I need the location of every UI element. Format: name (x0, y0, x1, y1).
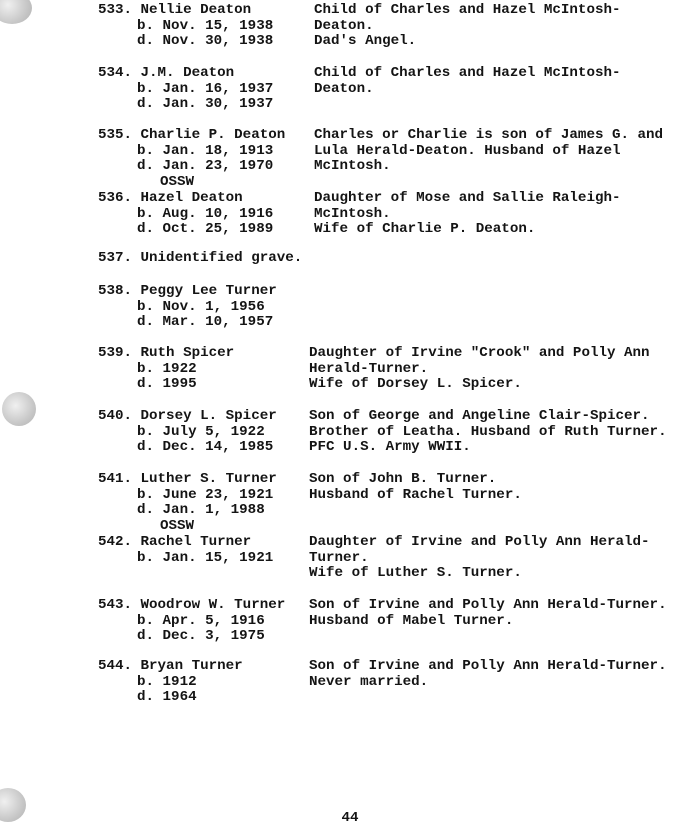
description-line: Deaton. (314, 17, 374, 34)
entry-description (314, 3, 700, 50)
description-line: Husband of Mabel Turner. (309, 612, 514, 629)
description-line: Daughter of Irvine "Crook" and Polly Ann (309, 345, 650, 361)
description-line: McIntosh. (314, 205, 391, 222)
description-line: Dad's Angel. (314, 33, 417, 50)
entry-number: 540. (97, 408, 132, 424)
description-line: Son of Irvine and Polly Ann Herald-Turner. (309, 658, 667, 674)
entry-description (309, 409, 695, 456)
entry-name: Hazel Deaton (140, 190, 243, 206)
death-date: d. Nov. 30, 1938 (137, 33, 274, 50)
entry-number: 535. (97, 127, 132, 143)
description-line: Wife of Dorsey L. Spicer. (309, 376, 522, 393)
birth-date: b. Jan. 15, 1921 (137, 549, 274, 566)
description-line: Turner. (309, 549, 369, 566)
description-line: Charles or Charlie is son of James G. and (314, 127, 664, 143)
entry-description (314, 66, 700, 97)
birth-date: b. 1912 (137, 673, 197, 690)
entry-number: 538. (97, 283, 132, 299)
entry-number: 536. (97, 190, 132, 206)
description-line: Daughter of Irvine and Polly Ann Herald- (309, 534, 650, 550)
entry-name: J.M. Deaton (140, 65, 235, 81)
birth-date: b. Jan. 16, 1937 (137, 80, 274, 97)
description-line: Deaton. (314, 80, 374, 97)
page-number: 44 (341, 810, 359, 826)
death-date: d. 1964 (137, 689, 197, 706)
death-date: d. Jan. 1, 1988 (137, 502, 265, 519)
birth-date: b. Aug. 10, 1916 (137, 205, 274, 222)
death-date: d. Jan. 30, 1937 (137, 96, 274, 113)
description-line: Wife of Charlie P. Deaton. (314, 221, 536, 238)
entry-name: Rachel Turner (140, 534, 252, 550)
entry-number: 541. (97, 471, 132, 487)
entry-number: 539. (97, 345, 132, 361)
birth-date: b. Apr. 5, 1916 (137, 612, 265, 629)
entry-name: Bryan Turner (140, 658, 243, 674)
birth-date: b. Nov. 1, 1956 (137, 298, 265, 315)
entry-name: Charlie P. Deaton (140, 127, 286, 143)
birth-date: b. 1922 (137, 360, 197, 377)
description-line: Never married. (309, 673, 429, 690)
description-line: PFC U.S. Army WWII. (309, 439, 471, 456)
ossw-marker: OSSW (160, 173, 195, 190)
description-line: Son of John B. Turner. (309, 471, 497, 487)
entry-description (309, 472, 695, 503)
entry-name: Nellie Deaton (140, 2, 252, 18)
description-line: Husband of Rachel Turner. (309, 486, 522, 503)
entry-number: 544. (97, 658, 132, 674)
entry-name: Unidentified grave. (140, 250, 303, 266)
description-line: Herald-Turner. (309, 360, 429, 377)
description-line: McIntosh. (314, 158, 391, 175)
entry-description (314, 191, 700, 238)
entry-number: 543. (97, 597, 132, 613)
death-date: d. Dec. 14, 1985 (137, 439, 274, 456)
description-line: Son of George and Angeline Clair-Spicer. (309, 408, 650, 424)
death-date: d. Mar. 10, 1957 (137, 314, 274, 331)
entry-number: 534. (97, 65, 132, 81)
entry-description (309, 659, 695, 690)
description-line: Son of Irvine and Polly Ann Herald-Turner. (309, 597, 667, 613)
description-line: Lula Herald-Deaton. Husband of Hazel (314, 142, 621, 159)
death-date: d. Oct. 25, 1989 (137, 221, 274, 238)
birth-date: b. June 23, 1921 (137, 486, 274, 503)
death-date: d. Dec. 3, 1975 (137, 628, 265, 645)
birth-date: b. July 5, 1922 (137, 423, 265, 440)
entry-name: Luther S. Turner (140, 471, 277, 487)
description-line: Daughter of Mose and Sallie Raleigh- (314, 190, 621, 206)
birth-date: b. Nov. 15, 1938 (137, 17, 274, 34)
entry-description (309, 346, 695, 393)
entry-description (309, 535, 695, 582)
entry-name: Woodrow W. Turner (140, 597, 286, 613)
description-line: Child of Charles and Hazel McIntosh- (314, 65, 621, 81)
entry-number: 542. (97, 534, 132, 550)
entry-name: Peggy Lee Turner (140, 283, 277, 299)
entry-description (309, 598, 695, 629)
death-date: d. 1995 (137, 376, 197, 393)
description-line: Wife of Luther S. Turner. (309, 565, 522, 582)
ossw-marker: OSSW (160, 517, 195, 534)
death-date: d. Jan. 23, 1970 (137, 158, 274, 175)
birth-date: b. Jan. 18, 1913 (137, 142, 274, 159)
entry-number: 537. (97, 250, 132, 266)
entry-name: Ruth Spicer (140, 345, 235, 361)
description-line: Brother of Leatha. Husband of Ruth Turner. (309, 423, 667, 440)
entry-number: 533. (97, 2, 132, 18)
entry-name: Dorsey L. Spicer (140, 408, 277, 424)
entry-description (314, 128, 700, 175)
description-line: Child of Charles and Hazel McIntosh- (314, 2, 621, 18)
